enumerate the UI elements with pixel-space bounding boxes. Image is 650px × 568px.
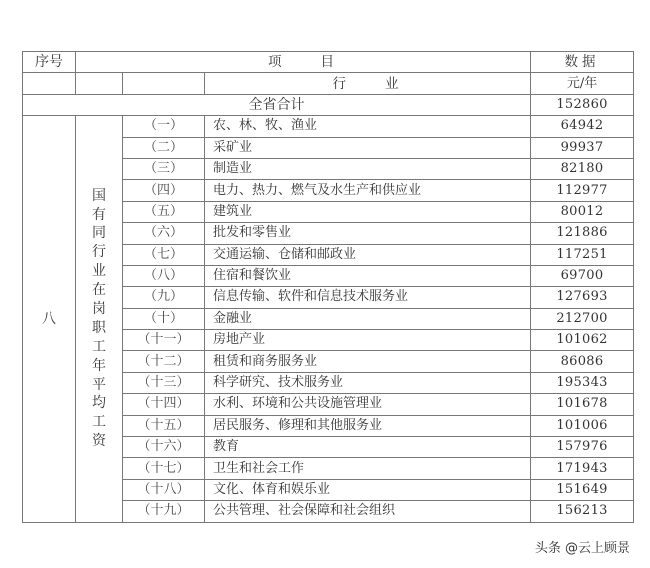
total-value: 152860 (531, 94, 634, 115)
row-value: 101062 (531, 330, 634, 351)
section-title-char: 行 (92, 244, 106, 261)
section-title-char: 工 (92, 338, 106, 355)
row-value: 101678 (531, 394, 634, 415)
row-value: 99937 (531, 137, 634, 158)
section-title-char: 平 (92, 376, 106, 393)
header-value: 数据 (531, 52, 634, 73)
section-title-char: 国 (92, 187, 106, 204)
section-title-char: 业 (92, 263, 106, 280)
row-index: （十一） (123, 330, 205, 351)
row-industry: 交通运输、仓储和邮政业 (205, 244, 531, 265)
row-value: 157976 (531, 437, 634, 458)
row-value: 64942 (531, 116, 634, 137)
header-item: 项 目 (76, 52, 531, 73)
row-industry: 房地产业 (205, 330, 531, 351)
row-industry: 批发和零售业 (205, 223, 531, 244)
section-title-char: 在 (92, 282, 106, 299)
row-industry: 建筑业 (205, 201, 531, 222)
section-title (76, 116, 123, 522)
row-value: 101006 (531, 415, 634, 436)
row-industry: 居民服务、修理和其他服务业 (205, 415, 531, 436)
row-value: 156213 (531, 501, 634, 522)
row-industry: 文化、体育和娱乐业 (205, 479, 531, 500)
subheader-blank-1 (23, 73, 76, 94)
section-title-char: 同 (92, 225, 106, 242)
row-index: （十九） (123, 501, 205, 522)
section-title-char: 均 (92, 395, 106, 412)
row-value: 121886 (531, 223, 634, 244)
subheader-row (23, 73, 634, 94)
wage-table (22, 51, 634, 523)
row-index: （四） (123, 180, 205, 201)
section-title-char: 职 (92, 319, 106, 336)
section-title-char: 年 (92, 357, 106, 374)
row-value: 69700 (531, 265, 634, 286)
row-value: 127693 (531, 287, 634, 308)
section-title-char: 资 (92, 433, 106, 450)
row-industry: 制造业 (205, 158, 531, 179)
row-industry: 租赁和商务服务业 (205, 351, 531, 372)
row-index: （十） (123, 308, 205, 329)
row-value: 112977 (531, 180, 634, 201)
row-index: （二） (123, 137, 205, 158)
row-industry: 采矿业 (205, 137, 531, 158)
subheader-unit: 元/年 (531, 73, 634, 94)
row-value: 212700 (531, 308, 634, 329)
row-index: （十八） (123, 479, 205, 500)
header-seq: 序号 (23, 52, 76, 73)
watermark: 头条 @云上顾景 (531, 535, 634, 558)
table-row (23, 116, 634, 137)
row-value: 117251 (531, 244, 634, 265)
total-row (23, 94, 634, 115)
row-index: （五） (123, 201, 205, 222)
row-index: （六） (123, 223, 205, 244)
row-value: 80012 (531, 201, 634, 222)
row-index: （九） (123, 287, 205, 308)
row-index: （十三） (123, 372, 205, 393)
row-value: 151649 (531, 479, 634, 500)
row-index: （十六） (123, 437, 205, 458)
total-label: 全省合计 (23, 94, 531, 115)
row-index: （十七） (123, 458, 205, 479)
row-index: （十五） (123, 415, 205, 436)
section-number: 八 (23, 116, 76, 522)
row-index: （十二） (123, 351, 205, 372)
row-industry: 信息传输、软件和信息技术服务业 (205, 287, 531, 308)
row-index: （十四） (123, 394, 205, 415)
row-industry: 水利、环境和公共设施管理业 (205, 394, 531, 415)
section-title-char: 岗 (92, 300, 106, 317)
row-index: （一） (123, 116, 205, 137)
row-industry: 金融业 (205, 308, 531, 329)
row-value: 86086 (531, 351, 634, 372)
section-title-char: 有 (92, 206, 106, 223)
row-industry: 住宿和餐饮业 (205, 265, 531, 286)
row-index: （八） (123, 265, 205, 286)
row-index: （三） (123, 158, 205, 179)
subheader-industry: 行 业 (205, 73, 531, 94)
row-industry: 教育 (205, 437, 531, 458)
row-index: （七） (123, 244, 205, 265)
row-value: 171943 (531, 458, 634, 479)
row-industry: 电力、热力、燃气及水生产和供应业 (205, 180, 531, 201)
row-industry: 科学研究、技术服务业 (205, 372, 531, 393)
header-row (23, 52, 634, 73)
subheader-blank-2 (76, 73, 123, 94)
row-industry: 公共管理、社会保障和社会组织 (205, 501, 531, 522)
row-industry: 卫生和社会工作 (205, 458, 531, 479)
row-value: 82180 (531, 158, 634, 179)
subheader-blank-3 (123, 73, 205, 94)
section-title-char: 工 (92, 414, 106, 431)
row-value: 195343 (531, 372, 634, 393)
row-industry: 农、林、牧、渔业 (205, 116, 531, 137)
